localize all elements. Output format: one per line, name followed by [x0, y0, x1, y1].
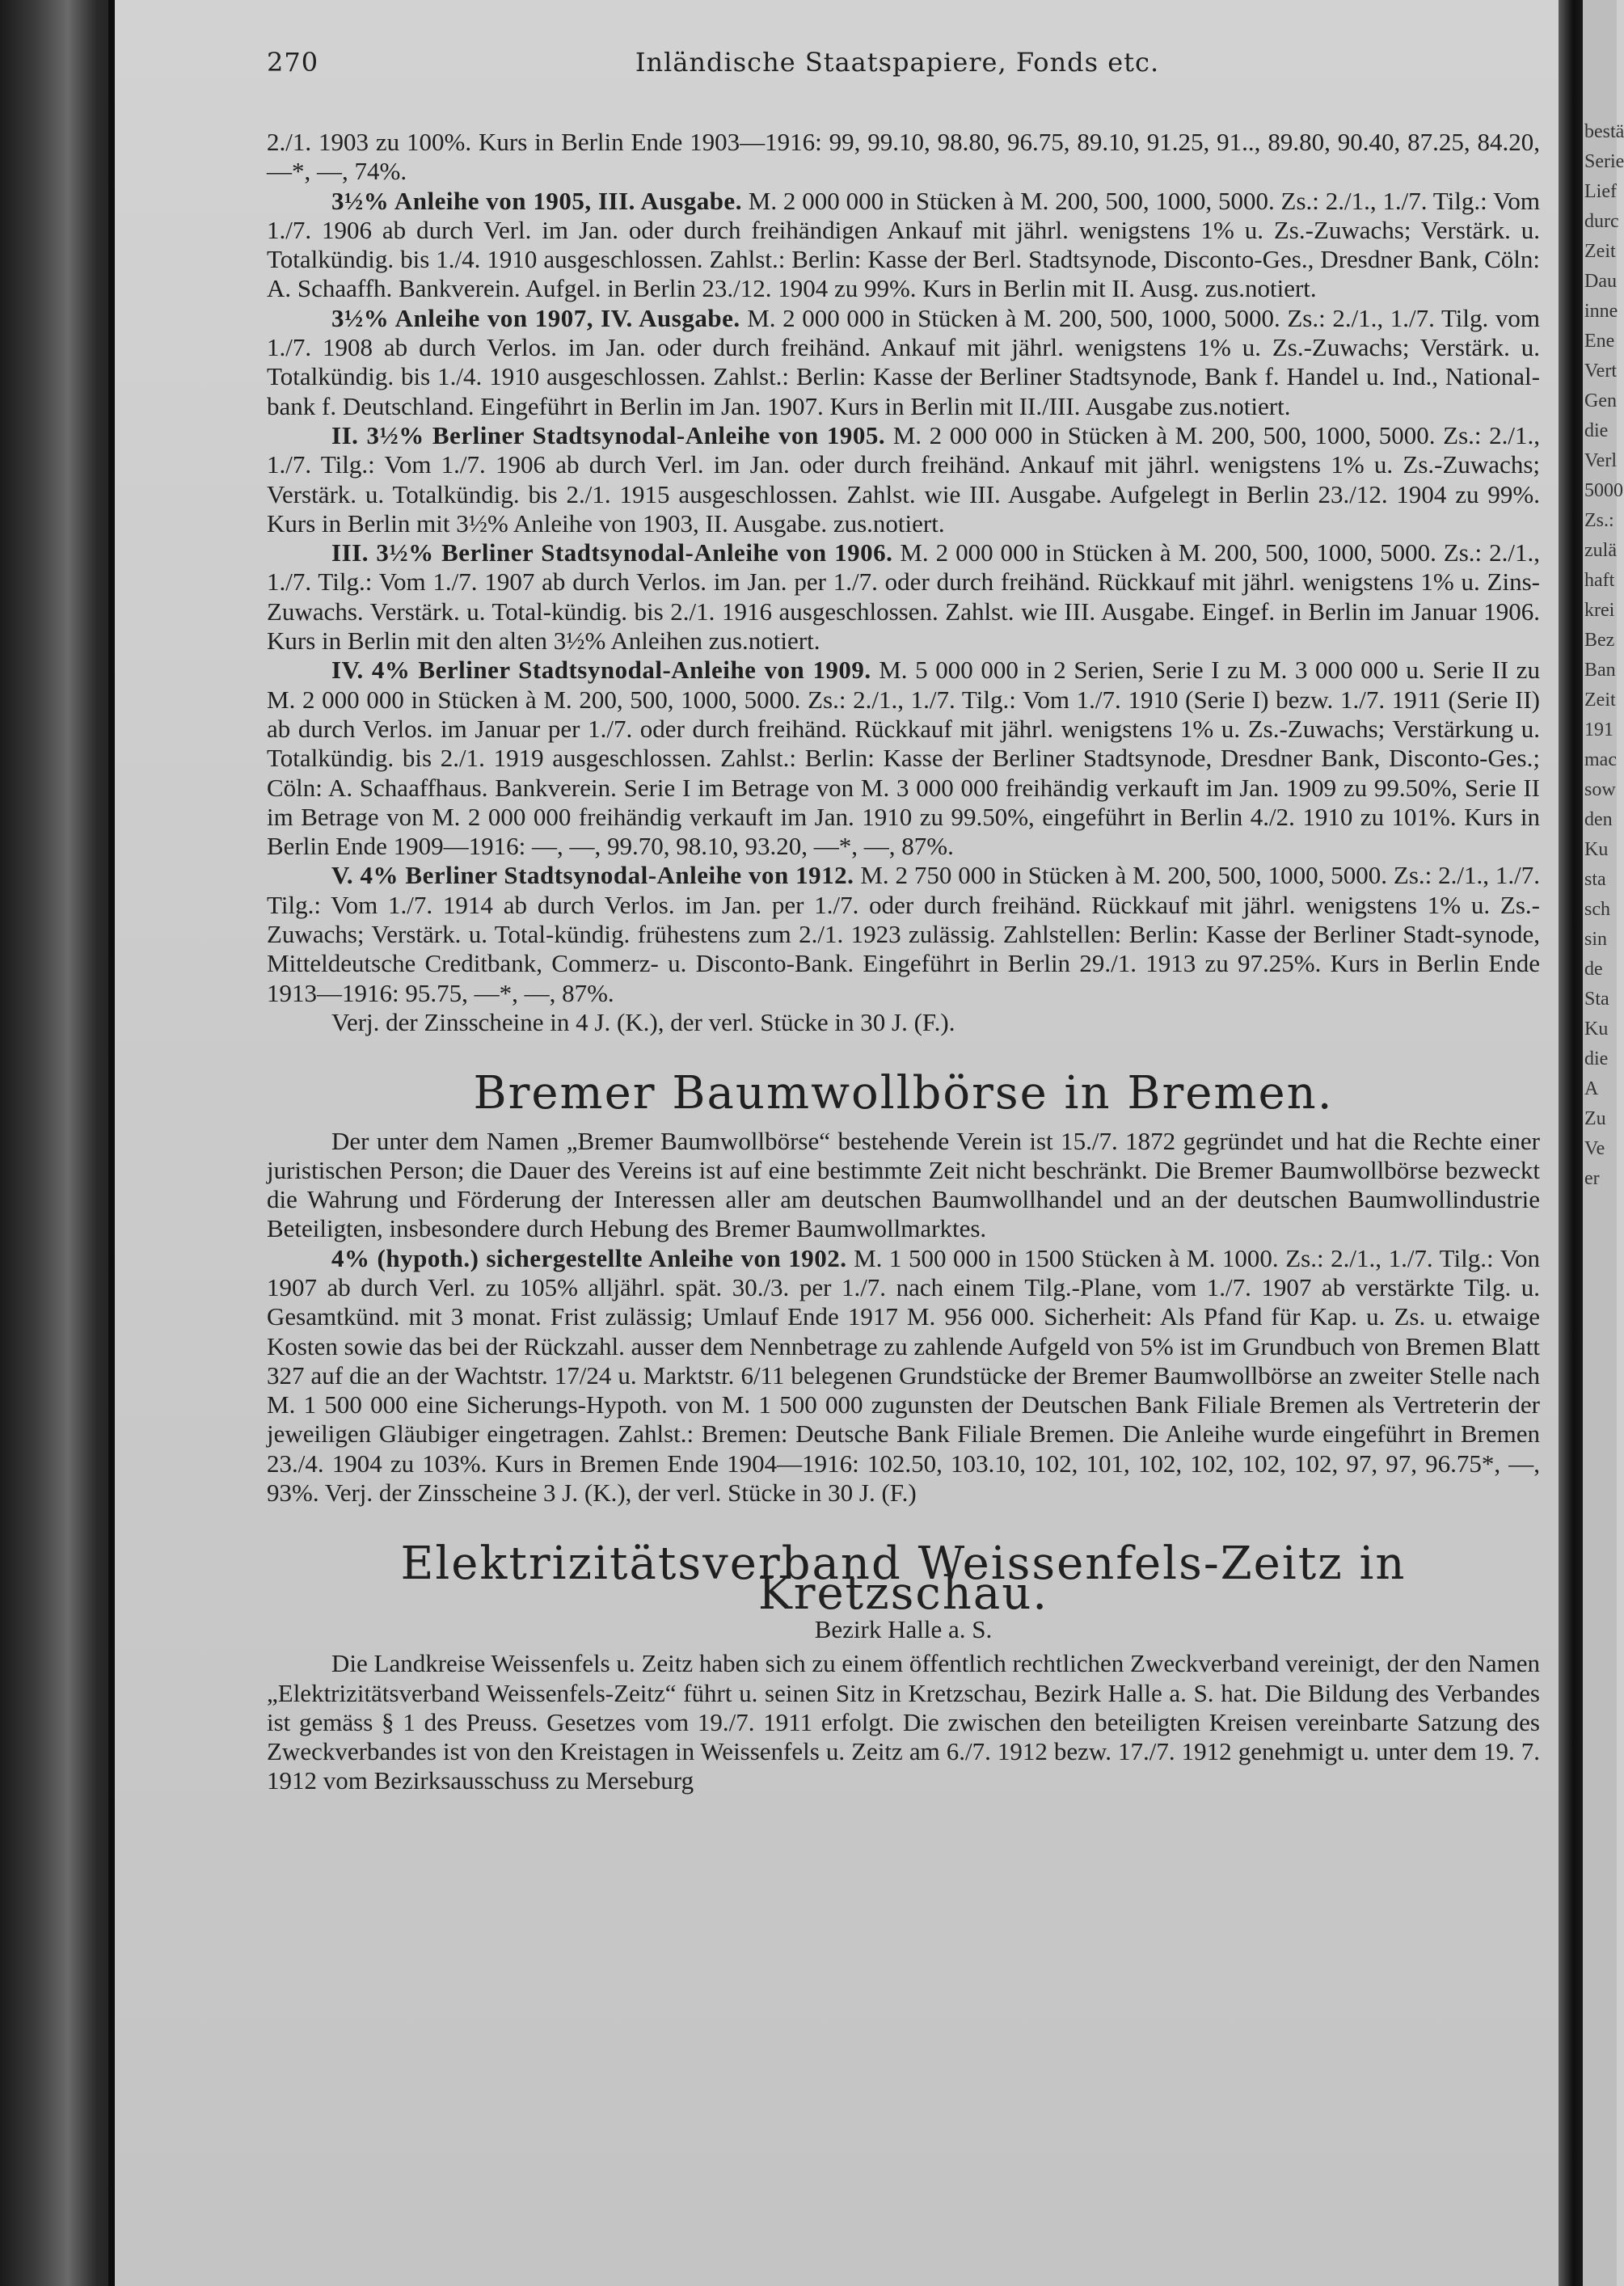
- adjacent-page-fragment: Ku: [1584, 1019, 1609, 1040]
- adjacent-page-fragment: durc: [1584, 211, 1619, 232]
- adjacent-page-fragment: Vert: [1584, 361, 1617, 382]
- paragraph: [267, 304, 1540, 421]
- adjacent-page-fragment: Ku: [1584, 839, 1609, 860]
- section-title-elektrizitaet: Elektrizitätsverband Weissenfels-Zeitz in Kretzschau.: [400, 1537, 1407, 1620]
- adjacent-page-fragment: den: [1584, 809, 1613, 830]
- adjacent-page-fragment: die: [1584, 420, 1609, 441]
- adjacent-page-fragment: Zs.:: [1584, 510, 1614, 531]
- adjacent-page-fragment: Ve: [1584, 1138, 1605, 1159]
- adjacent-page-fragment: Zeit: [1584, 690, 1616, 711]
- adjacent-page-fragment: Serie: [1584, 151, 1624, 172]
- adjacent-page-fragment: bestä: [1584, 121, 1624, 142]
- section-subtitle-elektrizitaet: Bezirk Halle a. S.: [814, 1614, 993, 1643]
- paragraph: [267, 1649, 1540, 1795]
- paragraph-text: 2./1. 1903 zu 100%. Kurs in Berlin Ende 1903—1916: 99, 99.10, 98.80, 96.75, 89.10, 91.25, 91.., 89.80, 90.40, 87.25, 84.20, —*, —, 74%.: [267, 128, 1540, 186]
- adjacent-page-fragment: Sta: [1584, 989, 1609, 1010]
- adjacent-page-fragment: 191: [1584, 719, 1613, 740]
- adjacent-page-fragment: A: [1584, 1078, 1599, 1099]
- paragraph: [267, 421, 1540, 538]
- adjacent-page-fragment: sow: [1584, 779, 1616, 800]
- adjacent-page-fragment: de: [1584, 959, 1603, 980]
- section-bremer-body: [267, 1127, 1540, 1508]
- paragraph: [267, 861, 1540, 1007]
- paragraph: [267, 1008, 1540, 1037]
- adjacent-page-fragment: sin: [1584, 929, 1608, 950]
- paragraph-heading: 4% (hypoth.) sichergestellte Anleihe von 1902.: [331, 1243, 847, 1272]
- adjacent-page-fragment: Ene: [1584, 331, 1615, 352]
- page-gutter: [1559, 0, 1583, 2286]
- paragraph: [267, 538, 1540, 656]
- adjacent-page-fragment: sch: [1584, 899, 1610, 920]
- adjacent-page-fragment: Zu: [1584, 1108, 1606, 1129]
- paragraph: [267, 1127, 1540, 1244]
- paragraph-text: Verj. der Zinsscheine in 4 J. (K.), der verl. Stücke in 30 J. (F.).: [331, 1007, 955, 1036]
- section-elektrizitaet-body: [267, 1649, 1540, 1795]
- paragraph: [267, 128, 1540, 187]
- paragraph-text: M. 2 000 000 in Stücken à M. 200, 500, 1000, 5000. Zs.: 2./1., 1./7. Tilg.: Vom 1./7. 1906 ab durch Verl. im Jan. oder durch freihändigen Ankauf mit jährl. wenigstens 1% u. Zs.-Zuwachs; Verstärk. u. Totalkündig. bis 1./4. 1910 ausgeschlossen. Zahlst.: Berlin: Kasse der Berl. Stadtsynode, Disconto-Ges., Dresdner Bank, Cöln: A. Schaaffh. Bankverein. Aufgel. in Berlin 23./12. 1904 zu 99%. Kurs in Berlin mit II. Ausg. zus.notiert.: [267, 186, 1540, 303]
- adjacent-page-fragment: Verl: [1584, 450, 1617, 471]
- paragraph-heading: 3½% Anleihe von 1905, III. Ausgabe.: [331, 186, 742, 215]
- adjacent-page-edge: [1583, 0, 1624, 2286]
- page-number: 270: [267, 47, 319, 78]
- paragraph-text: M. 5 000 000 in 2 Serien, Serie I zu M. 3 000 000 u. Serie II zu M. 2 000 000 in Stücken à M. 200, 500, 1000, 5000. Zs.: 2./1., 1./7. Tilg.: Vom 1./7. 1910 (Serie I) bezw. 1./7. 1911 (Serie II) ab durch Verlos. im Januar per 1./7. oder durch freihänd. Rückkauf mit jährl. wenigstens 1% u. Zs.-Zuwachs; Verstärkung u. Totalkündig. bis 2./1. 1919 ausgeschlossen. Zahlst.: Berlin: Kasse der Berliner Stadtsynode, Dresdner Bank, Disconto-Ges.; Cöln: A. Schaaffhaus. Bankverein. Serie I im Betrage von M. 3 000 000 freihändig verkauft im Jan. 1909 zu 99.50%, Serie II im Betrage von M. 2 000 000 freihändig verkauft im Jan. 1910 zu 99.50%, eingeführt in Berlin 4./2. 1910 zu 101%. Kurs in Berlin Ende 1909—1916: —, —, 99.70, 98.10, 93.20, —*, —, 87%.: [267, 656, 1540, 861]
- paragraph: [267, 656, 1540, 861]
- paragraph-heading: IV. 4% Berliner Stadtsynodal-Anleihe von 1909.: [331, 656, 871, 685]
- adjacent-page-fragment: 5000: [1584, 480, 1623, 501]
- adjacent-page-fragment: inne: [1584, 301, 1618, 322]
- adjacent-page-fragment: Gen: [1584, 390, 1617, 411]
- paragraph-heading: V. 4% Berliner Stadtsynodal-Anleihe von 1912.: [331, 861, 854, 890]
- adjacent-page-fragment: mac: [1584, 749, 1617, 770]
- adjacent-page-fragment: zulä: [1584, 540, 1617, 561]
- paragraph-text: Der unter dem Namen „Bremer Baumwollbörse“ bestehende Verein ist 15./7. 1872 gegründet und hat die Rechte einer juristischen Person; die Dauer des Vereins ist auf eine bestimmte Zeit nicht beschränkt. Die Bremer Baumwollbörse bezweckt die Wahrung und Förderung der Interessen aller am deutschen Baumwollhandel und an der deutschen Baumwollindustrie Beteiligten, insbesondere durch Hebung des Bremer Baumwollmarktes.: [267, 1126, 1540, 1243]
- adjacent-page-fragment: er: [1584, 1168, 1600, 1189]
- running-header: [267, 47, 1528, 79]
- paragraph-text: M. 2 000 000 in Stücken à M. 200, 500, 1000, 5000. Zs.: 2./1., 1./7. Tilg.: Vom 1./7. 1906 ab durch Verl. im Jan. oder durch freihänd. Ankauf mit jährl. wenigstens 1% u. Zs.-Zuwachs; Verstärk. u. Totalkündig. bis 2./1. 1915 ausgeschlossen. Zahlst. wie III. Ausgabe. Aufgelegt in Berlin 23./12. 1904 zu 99%. Kurs in Berlin mit 3½% Anleihe von 1903, II. Ausgabe. zus.notiert.: [267, 420, 1540, 538]
- page-body: [267, 128, 1540, 1796]
- adjacent-page-fragment: Ban: [1584, 660, 1616, 681]
- paragraph: [267, 1244, 1540, 1508]
- adjacent-page-fragment: Zeit: [1584, 241, 1616, 262]
- paragraph-heading: III. 3½% Berliner Stadtsynodal-Anleihe von 1906.: [331, 538, 893, 567]
- adjacent-page-fragment: Bez: [1584, 630, 1615, 651]
- adjacent-page-fragment: sta: [1584, 869, 1606, 890]
- section-stadtsynode: [267, 128, 1540, 1037]
- paragraph-text: M. 2 750 000 in Stücken à M. 200, 500, 1000, 5000. Zs.: 2./1., 1./7. Tilg.: Vom 1./7. 1914 ab durch Verlos. im Jan. per 1./7. oder durch freihänd. Rückkauf mit jährl. wenigstens 1% u. Zs.-Zuwachs; Verstärk. u. Total-kündig. frühestens zum 2./1. 1923 zulässig. Zahlstellen: Berlin: Kasse der Berliner Stadt-synode, Mitteldeutsche Creditbank, Commerz- u. Disconto-Bank. Eingeführt in Berlin 29./1. 1913 zu 97.25%. Kurs in Berlin Ende 1913—1916: 95.75, —*, —, 87%.: [267, 861, 1540, 1007]
- paragraph-text: M. 2 000 000 in Stücken à M. 200, 500, 1000, 5000. Zs.: 2./1., 1./7. Tilg. vom 1./7. 1908 ab durch Verlos. im Jan. oder durch freihänd. Ankauf mit jährl. wenigstens 1% u. Zs.-Zuwachs; Verstärk. u. Totalkündig. bis 1./4. 1910 ausgeschlossen. Zahlst.: Berlin: Kasse der Berliner Stadtsynode, Bank f. Handel u. Ind., National-bank f. Deutschland. Eingeführt in Berlin im Jan. 1907. Kurs in Berlin mit II./III. Ausgabe zus.notiert.: [267, 303, 1540, 420]
- book-spine: [0, 0, 113, 2286]
- adjacent-page-fragment: Lief: [1584, 181, 1617, 202]
- paragraph-heading: 3½% Anleihe von 1907, IV. Ausgabe.: [331, 303, 740, 332]
- adjacent-page-fragment: krei: [1584, 600, 1615, 621]
- running-title: Inländische Staatspapiere, Fonds etc.: [635, 47, 1160, 78]
- adjacent-page-fragment: haft: [1584, 570, 1615, 591]
- section-title-bremer: Bremer Baumwollbörse in Bremen.: [473, 1067, 1334, 1120]
- paragraph-heading: II. 3½% Berliner Stadtsynodal-Anleihe von 1905.: [331, 420, 886, 449]
- adjacent-page-fragment: Dau: [1584, 271, 1617, 292]
- adjacent-page-fragment: die: [1584, 1048, 1609, 1069]
- spine-edge: [108, 0, 115, 2286]
- paragraph-text: M. 1 500 000 in 1500 Stücken à M. 1000. Zs.: 2./1., 1./7. Tilg.: Von 1907 ab durch Verl. zu 105% alljährl. spät. 30./3. per 1./7. nach einem Tilg.-Plane, vom 1./7. 1907 ab verstärkte Tilg. u. Gesamtkünd. mit 3 monat. Frist zulässig; Umlauf Ende 1917 M. 956 000. Sicherheit: Als Pfand für Kap. u. Zs. u. etwaige Kosten sowie das bei der Rückzahl. ausser dem Nennbetrage zu zahlende Aufgeld von 5% ist im Grundbuch von Bremen Blatt 327 auf die an der Wachtstr. 17/24 u. Marktstr. 6/11 belegenen Grundstücke der Bremer Baumwollbörse an zweiter Stelle nach M. 1 500 000 eine Sicherungs-Hypoth. von M. 1 500 000 zugunsten der Deutschen Bank Filiale Bremen als Vertreterin der jeweiligen Gläubiger eingetragen. Zahlst.: Bremen: Deutsche Bank Filiale Bremen. Die Anleihe wurde eingeführt in Bremen 23./4. 1904 zu 103%. Kurs in Bremen Ende 1904—1916: 102.50, 103.10, 102, 101, 102, 102, 102, 102, 97, 97, 96.75*, —, 93%. Verj. der Zinsscheine 3 J. (K.), der verl. Stücke in 30 J. (F.): [267, 1243, 1540, 1508]
- paragraph-text: M. 2 000 000 in Stücken à M. 200, 500, 1000, 5000. Zs.: 2./1., 1./7. Tilg.: Vom 1./7. 1907 ab durch Verlos. im Jan. per 1./7. oder durch freihänd. Rückkauf mit jährl. wenigstens 1% u. Zins-Zuwachs. Verstärk. u. Total-kündig. bis 2./1. 1916 ausgeschlossen. Zahlst. wie III. Ausgabe. Eingef. in Berlin im Januar 1906. Kurs in Berlin mit den alten 3½% Anleihen zus.notiert.: [267, 538, 1540, 656]
- paragraph: [267, 187, 1540, 304]
- paragraph-text: Die Landkreise Weissenfels u. Zeitz haben sich zu einem öffentlich rechtlichen Zweckverband vereinigt, der den Namen „Elektrizitätsverband Weissenfels-Zeitz“ führt u. seinen Sitz in Kretzschau, Bezirk Halle a. S. hat. Die Bildung des Verbandes ist gemäss § 1 des Preuss. Gesetzes vom 19./7. 1911 erfolgt. Die zwischen den beteiligten Kreisen vereinbarte Satzung des Zweckverbandes ist von den Kreistagen in Weissenfels u. Zeitz am 6./7. 1912 bezw. 17./7. 1912 genehmigt u. unter dem 19. 7. 1912 vom Bezirksausschuss zu Merseburg: [267, 1649, 1540, 1795]
